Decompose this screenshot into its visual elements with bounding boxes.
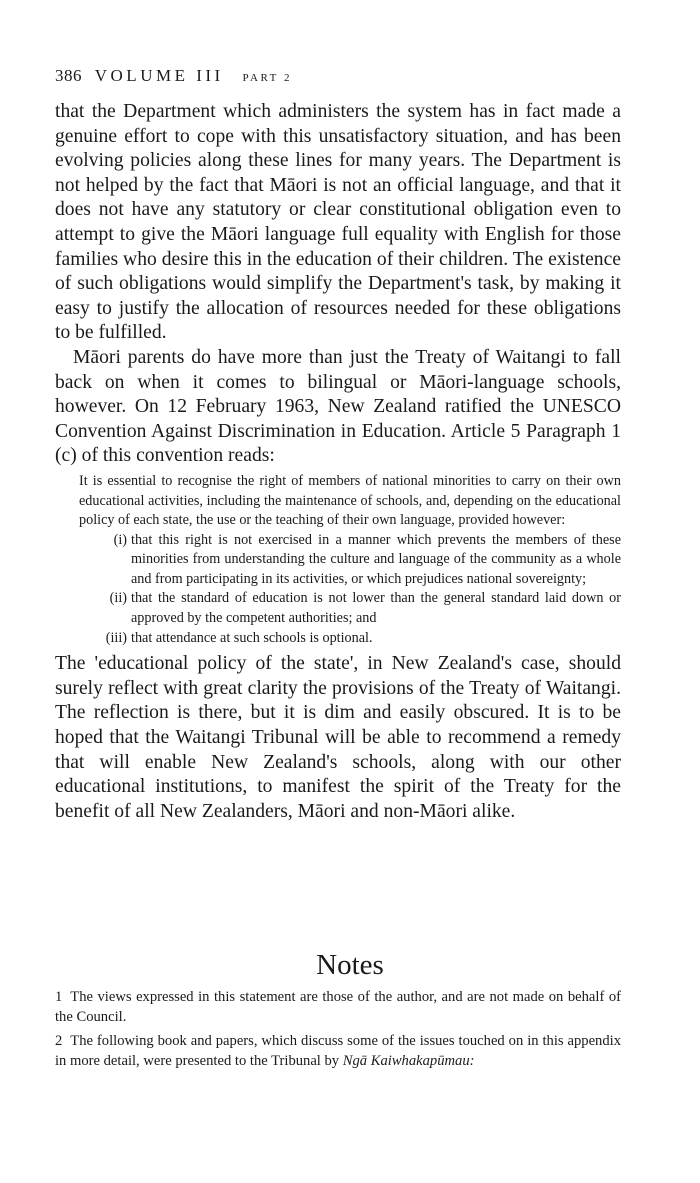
block-quote (79, 472, 621, 648)
note-item (55, 987, 621, 1027)
paragraph-unesco: Māori parents do have more than just the Treaty of Waitangi to fall back on when it comes to bilingual or Māori-language schools, however. On 12 February 1963, New Zealand ratified the UNESCO Convention Against Discrimination in Education. Article 5 Paragraph 1 (c) of this convention reads: (55, 346, 621, 467)
note-number: 1 (55, 989, 63, 1005)
note-text: The views expressed in this statement are those of the author, and are not made on behalf of the Council. (55, 989, 621, 1025)
part-label: PART 2 (242, 72, 292, 84)
quote-item-number: (iii) (105, 629, 127, 646)
body-text (55, 100, 621, 824)
quote-intro: It is essential to recognise the right of members of national minorities to carry on their own educational activities, including the maintenance of schools, and, depending on the educational policy of each state, the use or the teaching of their own language, provided however: (79, 472, 621, 529)
notes-heading: Notes (316, 949, 384, 981)
quote-item (99, 589, 621, 628)
note-number: 2 (55, 1033, 63, 1049)
running-header (55, 66, 292, 86)
note-item (55, 1031, 621, 1071)
note-italic-text: Ngā Kaiwhakapūmau: (342, 1053, 475, 1069)
paragraph-conclusion: The 'educational policy of the state', in New Zealand's case, should surely reflect with great clarity the provisions of the Treaty of Waitangi. The reflection is there, but it is dim and easily obscured. It is to be hoped that the Waitangi Tribunal will be able to recommend a remedy that will enable New Zealand's schools, along with our other educational institutions, to manifest the spirit of the Treaty for the benefit of all New Zealanders, Māori and non-Māori alike. (55, 653, 621, 822)
quote-item-text: that the standard of education is not lower than the general standard laid down or approved by the competent authorities; and (131, 590, 621, 627)
quote-item (95, 629, 621, 649)
page-number: 386 (55, 66, 82, 85)
paragraph-continued: that the Department which administers the system has in fact made a genuine effort to cope with this unsatisfactory situation, and has been evolving policies along these lines for many years. The Department is not helped by the fact that Māori is not an official language, and that it does not have any statutory or clear constitutional obligation even to attempt to give the Māori language full equality with English for those families who desire this in the education of their children. The existence of such obligations would simplify the Department's task, by making it easy to justify the allocation of resources needed for these obligations to be fulfilled. (55, 101, 621, 344)
quote-item-text: that this right is not exercised in a manner which prevents the members of these minorities from understanding the culture and language of the community as a whole and from participating in its activities, or which prejudices national sovereignty; (131, 531, 621, 587)
quote-item-number: (i) (113, 531, 127, 548)
notes-list (55, 987, 621, 1075)
quote-item (105, 531, 621, 590)
volume-label: VOLUME III (94, 66, 224, 85)
note-text: The following book and papers, which discuss some of the issues touched on in this appendix in more detail, were presented to the Tribunal by (55, 1033, 621, 1069)
quote-item-text: that attendance at such schools is optional. (131, 629, 373, 646)
quote-item-number: (ii) (109, 590, 127, 607)
